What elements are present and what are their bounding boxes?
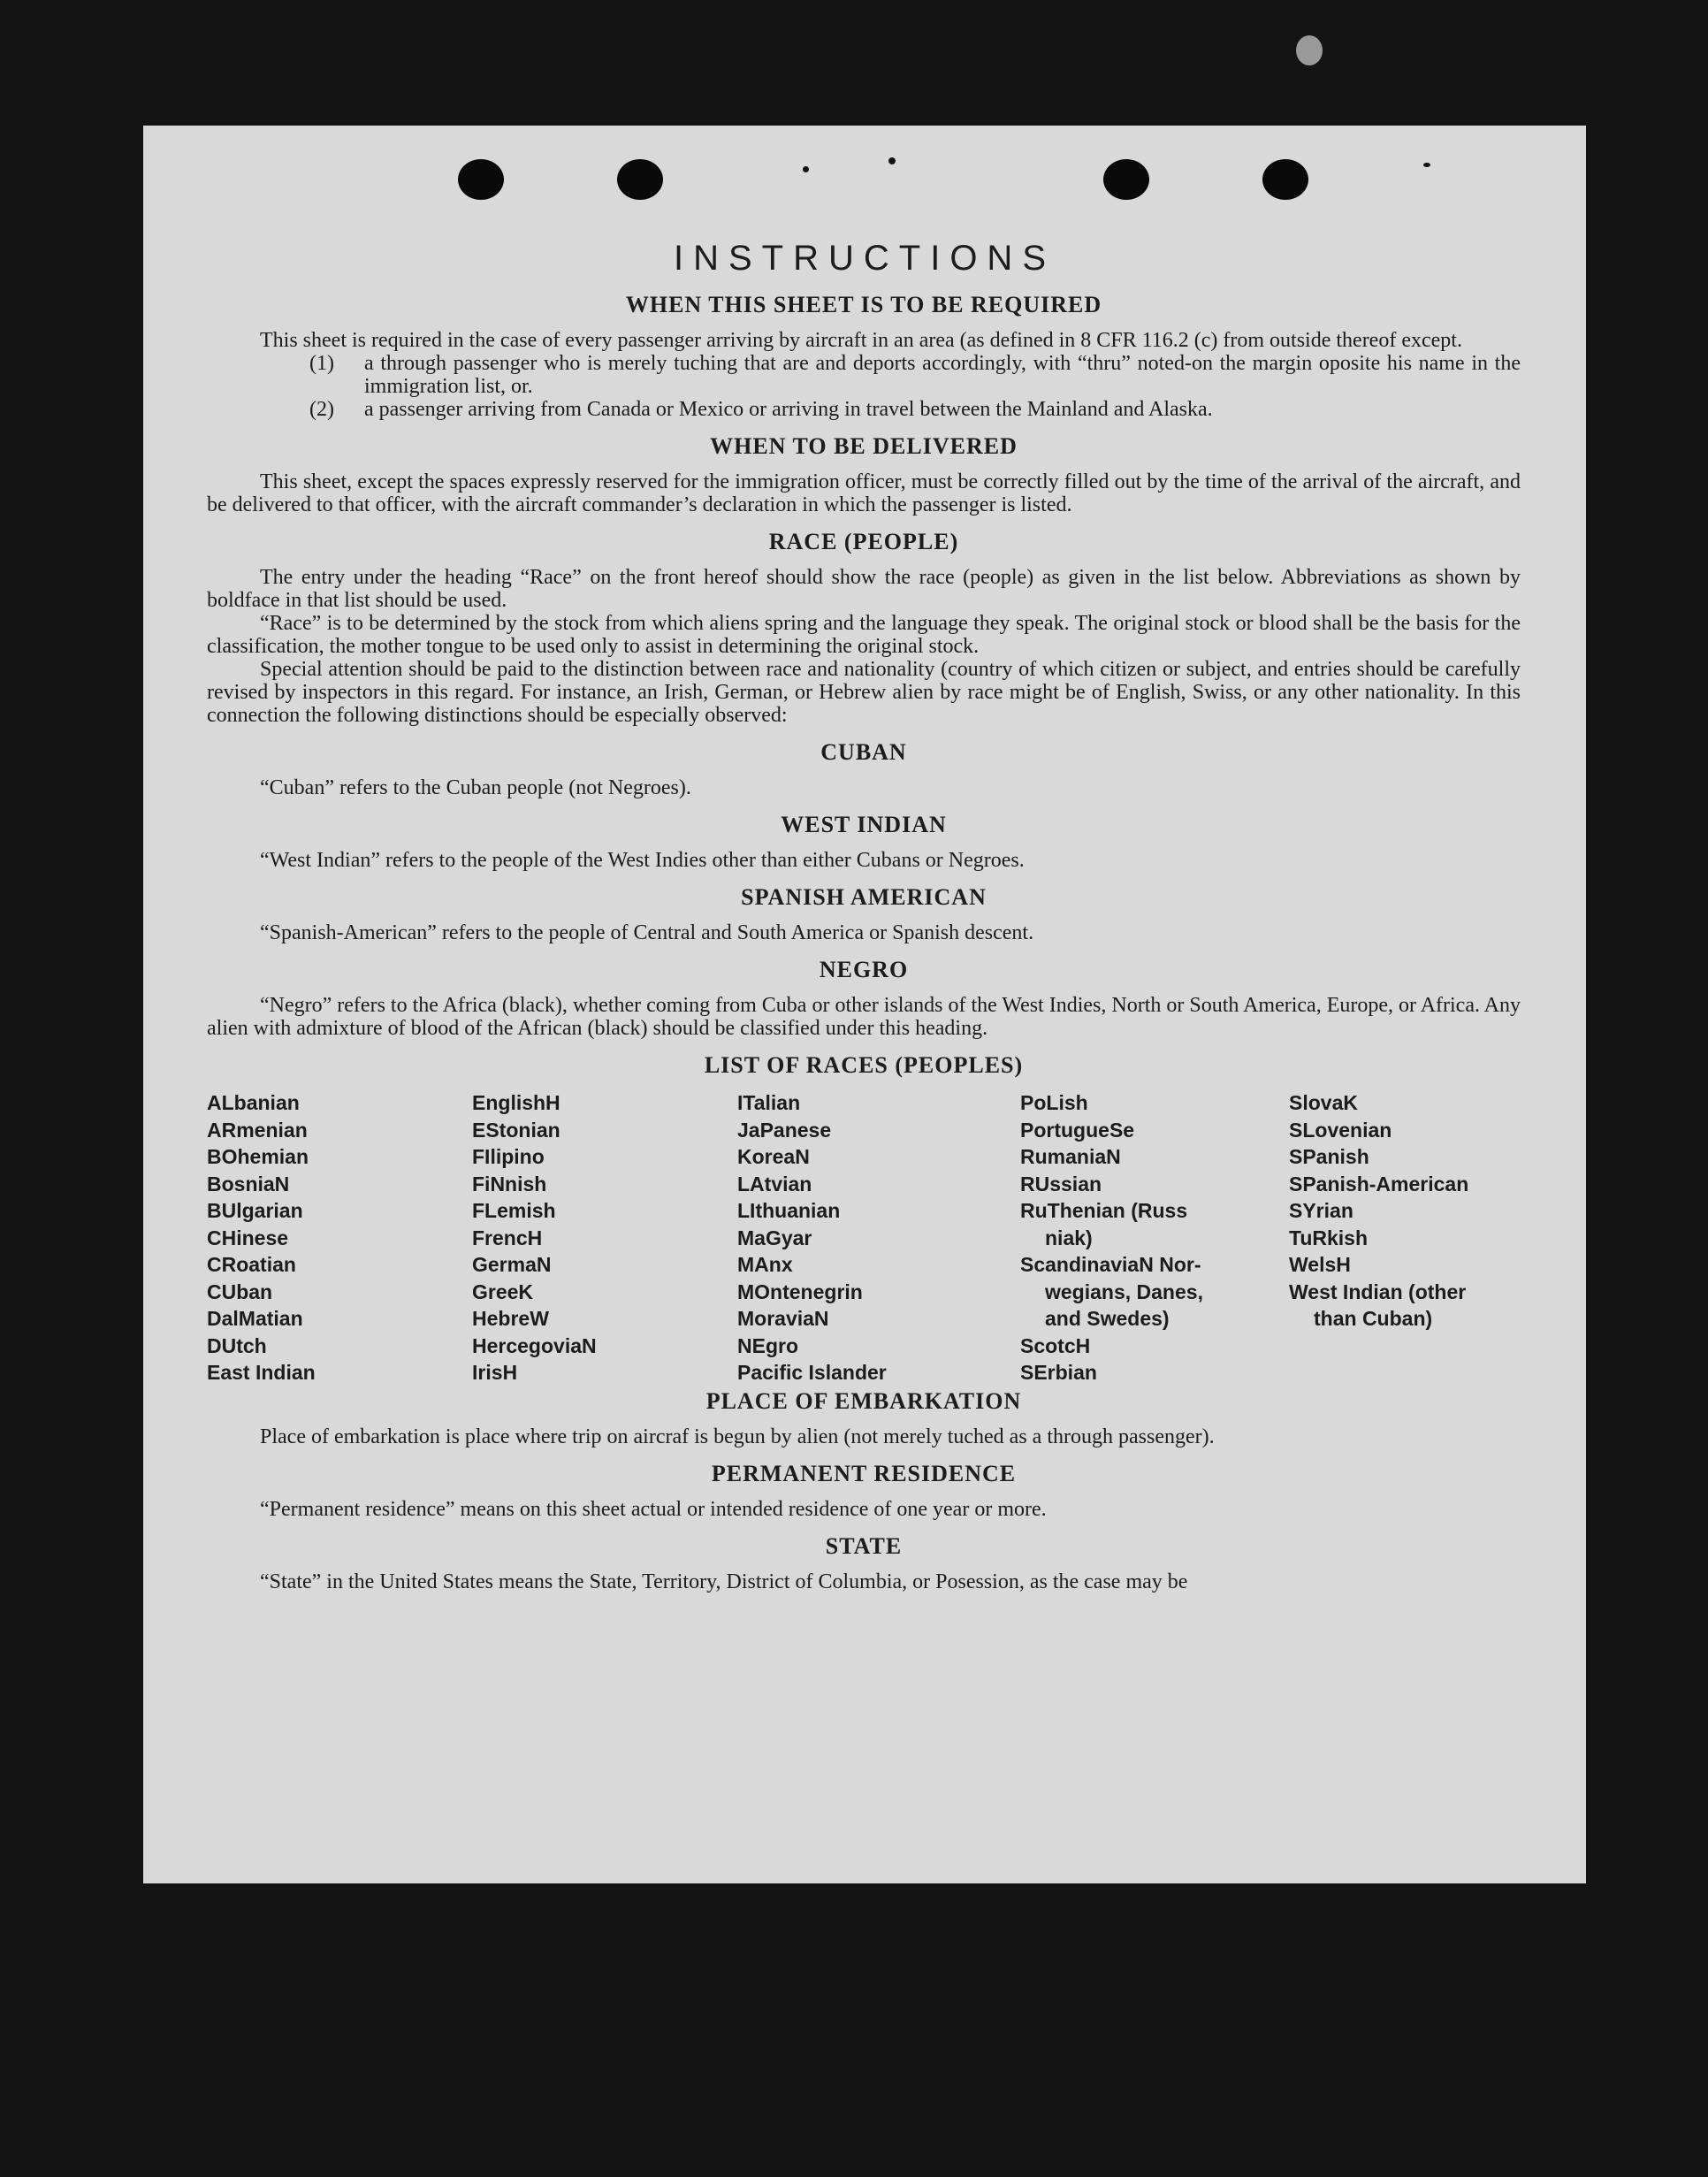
paragraph: “West Indian” refers to the people of the West Indies other than either Cubans or Negroes. bbox=[260, 849, 1025, 872]
race-item: SlovaK bbox=[1289, 1091, 1358, 1114]
paragraph: The entry under the heading “Race” on the front hereof should show the race (people) as given in the list below. Abbreviations as shown by boldface in that list should be used. bbox=[207, 566, 1521, 612]
section-heading-permanent-residence: PERMANENT RESIDENCE bbox=[711, 1460, 1017, 1486]
race-item: IrisH bbox=[472, 1361, 518, 1384]
ink-speck bbox=[803, 166, 809, 172]
paragraph: “Race” is to be determined by the stock from which aliens spring and the language they speak. The original stock or blood shall be the basis for the classification, the mother tongue to be used only to assist in determining the original stock. bbox=[207, 612, 1521, 658]
race-item: HebreW bbox=[472, 1307, 549, 1330]
paragraph: “Cuban” refers to the Cuban people (not Negroes). bbox=[260, 776, 691, 799]
item-number: (1) bbox=[309, 352, 334, 375]
race-item: PortugueSe bbox=[1020, 1118, 1135, 1142]
item-number: (2) bbox=[309, 398, 334, 421]
ink-speck bbox=[888, 157, 896, 164]
race-item: West Indian (other bbox=[1289, 1279, 1467, 1303]
race-item: SErbian bbox=[1020, 1361, 1097, 1384]
paragraph: “Negro” refers to the Africa (black), whether coming from Cuba or other islands of the West Indies, North or South America, Europe, or Africa. Any alien with admixture of blood of the African (black) should be classified under this heading. bbox=[207, 994, 1521, 1040]
race-item: DUtch bbox=[207, 1333, 267, 1357]
race-item: ScandinaviaN Nor- bbox=[1020, 1253, 1201, 1276]
race-item-continued: niak) bbox=[1045, 1226, 1093, 1249]
race-item: FrencH bbox=[472, 1226, 543, 1249]
races-column bbox=[472, 1089, 737, 1386]
section-heading-state: STATE bbox=[825, 1532, 903, 1559]
race-item: Pacific Islander bbox=[737, 1361, 887, 1384]
race-item: JaPanese bbox=[737, 1118, 832, 1142]
ink-speck bbox=[1423, 163, 1430, 167]
document-title: INSTRUCTIONS bbox=[674, 239, 1056, 278]
race-item: BOhemian bbox=[207, 1145, 309, 1168]
race-item-continued: wegians, Danes, bbox=[1045, 1279, 1203, 1303]
list-item bbox=[207, 398, 1521, 421]
race-item: MoraviaN bbox=[737, 1307, 829, 1330]
race-item: East Indian bbox=[207, 1361, 316, 1384]
race-item: DalMatian bbox=[207, 1307, 303, 1330]
ink-speck bbox=[1296, 35, 1323, 65]
section-heading-required: WHEN THIS SHEET IS TO BE REQUIRED bbox=[625, 292, 1102, 317]
item-text: a passenger arriving from Canada or Mexico or arriving in travel between the Mainland and Alaska. bbox=[364, 398, 1213, 421]
race-item: BUlgarian bbox=[207, 1199, 303, 1222]
race-item: NEgro bbox=[737, 1333, 798, 1357]
paragraph: This sheet is required in the case of every passenger arriving by aircraft in an area (as defined in 8 CFR 116.2 (c) from outside thereof except. bbox=[260, 329, 1462, 352]
paragraph: This sheet, except the spaces expressly reserved for the immigration officer, must be correctly filled out by the time of the arrival of the aircraft, and be delivered to that officer, with the aircraft commander’s declaration in which the passenger is listed. bbox=[207, 470, 1521, 516]
races-column bbox=[737, 1089, 1020, 1386]
race-item: ITalian bbox=[737, 1091, 801, 1114]
punch-hole bbox=[458, 159, 504, 200]
paragraph: Place of embarkation is place where trip on aircraf is begun by alien (not merely tuched as a through passenger). bbox=[260, 1425, 1215, 1448]
section-heading-race: RACE (PEOPLE) bbox=[768, 529, 959, 554]
race-item: GreeK bbox=[472, 1279, 534, 1303]
race-item: CUban bbox=[207, 1279, 273, 1303]
section-heading-embarkation: PLACE OF EMBARKATION bbox=[705, 1387, 1022, 1414]
race-item: CRoatian bbox=[207, 1253, 296, 1276]
race-item: LAtvian bbox=[737, 1172, 812, 1195]
race-item: MOntenegrin bbox=[737, 1279, 863, 1303]
race-item: TuRkish bbox=[1289, 1226, 1369, 1249]
race-item-continued: and Swedes) bbox=[1045, 1307, 1170, 1330]
race-item: GermaN bbox=[472, 1253, 552, 1276]
race-item: EnglishH bbox=[472, 1091, 560, 1114]
punch-hole bbox=[1103, 159, 1149, 200]
section-heading-delivered: WHEN TO BE DELIVERED bbox=[710, 433, 1018, 459]
paragraph: “Spanish-American” refers to the people of Central and South America or Spanish descent. bbox=[260, 921, 1034, 944]
race-item: HercegoviaN bbox=[472, 1333, 597, 1357]
race-item: SYrian bbox=[1289, 1199, 1353, 1222]
race-item: MAnx bbox=[737, 1253, 793, 1276]
race-item: RuThenian (Russ bbox=[1020, 1199, 1188, 1222]
punch-hole bbox=[617, 159, 663, 200]
section-heading-negro: NEGRO bbox=[819, 957, 909, 982]
list-item bbox=[207, 352, 1521, 398]
race-item: ALbanian bbox=[207, 1091, 300, 1114]
race-item: WelsH bbox=[1289, 1253, 1351, 1276]
races-column bbox=[1020, 1089, 1289, 1386]
race-item: KoreaN bbox=[737, 1145, 810, 1168]
paragraph: “State” in the United States means the State, Territory, District of Columbia, or Posession, as the case may be bbox=[260, 1570, 1188, 1593]
races-list bbox=[207, 1089, 1521, 1386]
races-column bbox=[207, 1089, 472, 1386]
race-item: SLovenian bbox=[1289, 1118, 1392, 1142]
race-item: SPanish bbox=[1289, 1145, 1369, 1168]
section-heading-spanish-american: SPANISH AMERICAN bbox=[741, 884, 987, 910]
race-item: ARmenian bbox=[207, 1118, 308, 1142]
race-item: SPanish-American bbox=[1289, 1172, 1469, 1195]
race-item: FLemish bbox=[472, 1199, 556, 1222]
race-item: BosniaN bbox=[207, 1172, 290, 1195]
race-item: RumaniaN bbox=[1020, 1145, 1121, 1168]
race-item: FiNnish bbox=[472, 1172, 547, 1195]
section-heading-list-of-races: LIST OF RACES (PEOPLES) bbox=[704, 1052, 1024, 1078]
item-text: a through passenger who is merely tuching that are and deports accordingly, with “thru” noted-on the margin oposite his name in the immigration list, or. bbox=[364, 352, 1521, 398]
race-item: ScotcH bbox=[1020, 1333, 1091, 1357]
race-item: RUssian bbox=[1020, 1172, 1102, 1195]
race-item: PoLish bbox=[1020, 1091, 1088, 1114]
race-item: EStonian bbox=[472, 1118, 560, 1142]
paragraph: “Permanent residence” means on this sheet actual or intended residence of one year or more. bbox=[260, 1497, 1047, 1521]
race-item: FIlipino bbox=[472, 1145, 545, 1168]
race-item: LIthuanian bbox=[737, 1199, 841, 1222]
document-body bbox=[207, 292, 1521, 1593]
punch-hole bbox=[1262, 159, 1308, 200]
race-item-continued: than Cuban) bbox=[1314, 1307, 1433, 1330]
paragraph: Special attention should be paid to the distinction between race and nationality (country of which citizen or subject, and entries should be carefully revised by inspectors in this regard. For instance, an Irish, German, or Hebrew alien by race might be of English, Swiss, or any other nationality. In this connection the following distinctions should be especially observed: bbox=[207, 658, 1521, 727]
races-column bbox=[1289, 1089, 1521, 1386]
race-item: MaGyar bbox=[737, 1226, 812, 1249]
section-heading-cuban: CUBAN bbox=[820, 739, 907, 765]
race-item: CHinese bbox=[207, 1226, 289, 1249]
section-heading-west-indian: WEST INDIAN bbox=[781, 812, 947, 837]
